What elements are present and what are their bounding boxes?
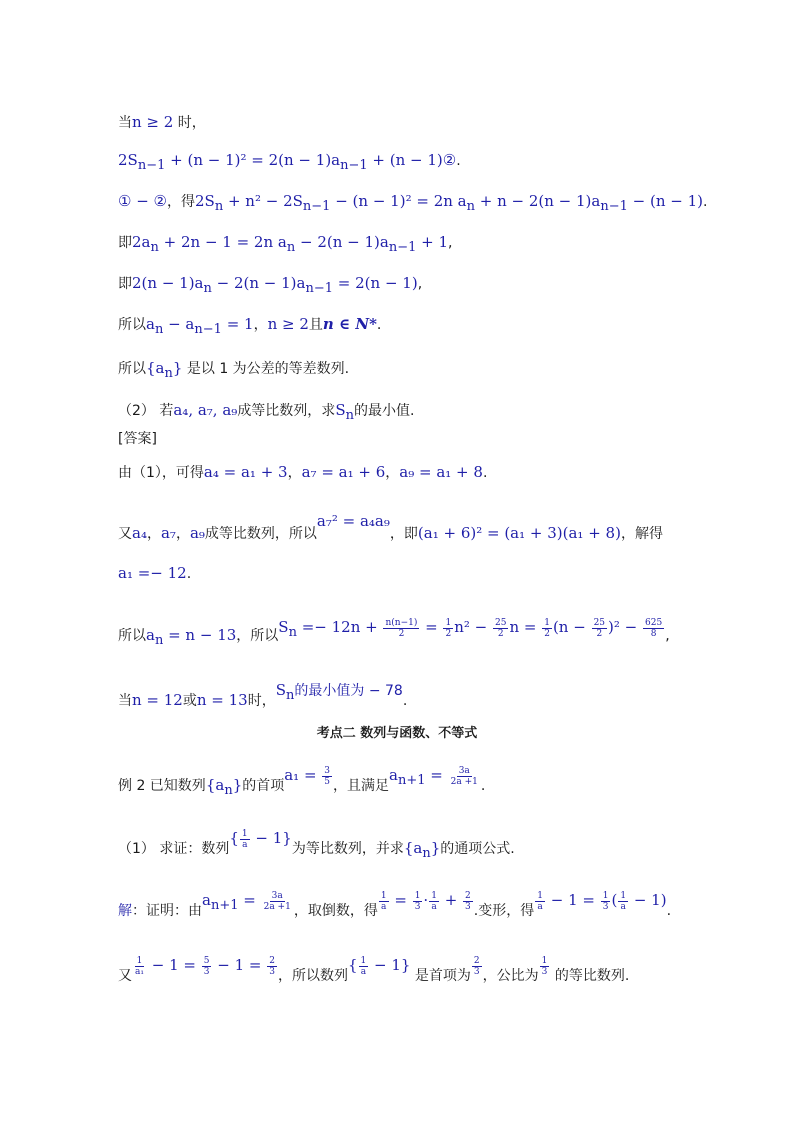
text: [答案] bbox=[118, 431, 157, 447]
math: { bbox=[229, 829, 239, 847]
math: − 1} bbox=[250, 829, 292, 847]
line-6 bbox=[118, 314, 381, 340]
text: 又 bbox=[118, 526, 132, 542]
text: 或 bbox=[182, 693, 197, 709]
text: 所以 bbox=[118, 317, 146, 333]
math: a₄ = a₁ + 3 bbox=[203, 463, 288, 481]
math: {a bbox=[205, 776, 225, 794]
text: 解 bbox=[118, 903, 132, 919]
fraction: $\frac{1}{\text{a₁}}$ bbox=[135, 955, 144, 977]
text: ， bbox=[385, 465, 400, 481]
math: n² − bbox=[454, 618, 492, 636]
text: 是首项为 bbox=[410, 968, 471, 984]
answer-label bbox=[118, 429, 157, 449]
text: 的等比数列. bbox=[550, 968, 630, 984]
math-sub: n bbox=[214, 198, 224, 214]
line-18 bbox=[118, 955, 630, 987]
math: − 1} bbox=[369, 956, 411, 974]
fraction: $\frac{3a}{2a +1}$ bbox=[263, 890, 291, 912]
math: a₇ = a₁ + 6 bbox=[301, 463, 386, 481]
fraction: $\frac{5}{3}$ bbox=[203, 955, 210, 977]
math: + n − 2(n − 1)a bbox=[474, 192, 601, 210]
math: a₉ = a₁ + 8 bbox=[399, 463, 483, 481]
math: n = 12 bbox=[132, 691, 183, 709]
math-sub: n bbox=[466, 198, 475, 214]
math: n ≥ 2 bbox=[267, 315, 309, 333]
text: ，解得 bbox=[620, 526, 663, 542]
text: 且 bbox=[308, 317, 323, 333]
math-sub: n bbox=[345, 407, 354, 423]
fraction: $\frac{1}{3}$ bbox=[414, 890, 421, 912]
fraction: $\frac{1}{a}$ bbox=[431, 890, 437, 912]
text: 例 2 已知数列 bbox=[118, 778, 206, 794]
text: . bbox=[480, 778, 486, 794]
math-sub: n bbox=[203, 280, 212, 296]
math: = 2(n − 1) bbox=[333, 274, 418, 292]
text: ， bbox=[146, 526, 161, 542]
math: } bbox=[430, 839, 441, 857]
math-sub: n bbox=[150, 239, 159, 255]
fraction: $\frac{1}{2}$ bbox=[544, 617, 550, 639]
math: − a bbox=[163, 315, 195, 333]
math: ( bbox=[611, 891, 618, 909]
text: 所以 bbox=[118, 361, 146, 377]
math: } bbox=[232, 776, 243, 794]
math: a bbox=[146, 626, 155, 644]
math: = 1 bbox=[221, 315, 254, 333]
text: , bbox=[665, 628, 670, 644]
math: a bbox=[146, 315, 155, 333]
text: ， bbox=[253, 317, 268, 333]
math: {a bbox=[146, 359, 165, 377]
text: 又 bbox=[118, 968, 132, 984]
text: 时， bbox=[173, 115, 206, 131]
line-14 bbox=[118, 681, 408, 716]
math-sub: n−1 bbox=[388, 239, 417, 255]
line-13 bbox=[118, 617, 670, 651]
text: 当 bbox=[118, 693, 132, 709]
fraction: $\frac{1}{a}$ bbox=[360, 955, 367, 977]
fraction: $\frac{2}{3}$ bbox=[465, 890, 471, 912]
math: n ≥ 2 bbox=[132, 113, 174, 131]
text: 即 bbox=[118, 235, 132, 251]
fraction: $\frac{1}{a}$ bbox=[241, 828, 248, 850]
math: n = 13 bbox=[196, 691, 248, 709]
text: ，得 bbox=[167, 194, 195, 210]
text: . bbox=[456, 153, 461, 169]
text: . bbox=[186, 566, 192, 582]
math: + (n − 1)² = 2(n − 1)a bbox=[165, 151, 341, 169]
math: + (n − 1)② bbox=[367, 151, 457, 169]
math: − 1 = bbox=[146, 956, 201, 974]
math-sub: n−1 bbox=[194, 321, 222, 337]
text: 是以 1 为公差的等差数列. bbox=[182, 361, 350, 377]
math: 的最小值为 − 78 bbox=[294, 683, 403, 699]
line-16 bbox=[118, 828, 515, 864]
math: a₁ =− 12 bbox=[118, 564, 187, 582]
text: ，取倒数，得 bbox=[293, 903, 378, 919]
line-15 bbox=[118, 765, 486, 801]
line-10 bbox=[118, 462, 487, 483]
math: − 1 = bbox=[212, 956, 267, 974]
text: ， bbox=[287, 465, 302, 481]
math: = bbox=[420, 618, 443, 636]
text: 由（1），可得 bbox=[118, 465, 204, 481]
text: 为等比数列，并求 bbox=[291, 841, 404, 857]
math: (n − bbox=[552, 618, 591, 636]
math: = bbox=[238, 891, 261, 909]
math: + bbox=[439, 891, 463, 909]
fraction: $\frac{25}{2}$ bbox=[593, 617, 606, 639]
fraction: $\frac{1}{a}$ bbox=[620, 890, 627, 912]
math-sub: n−1 bbox=[305, 280, 334, 296]
text: ：证明：由 bbox=[132, 903, 202, 919]
text: ，所以 bbox=[236, 628, 279, 644]
math: · bbox=[423, 891, 429, 909]
math: + 2n − 1 = 2n a bbox=[158, 233, 287, 251]
line-5 bbox=[118, 273, 422, 299]
math: − 2(n − 1)a bbox=[211, 274, 306, 292]
math-sub: n bbox=[286, 239, 296, 255]
math: S bbox=[278, 618, 289, 636]
text: . bbox=[402, 693, 408, 709]
math: − 1 = bbox=[545, 891, 600, 909]
math: ① − ② bbox=[118, 192, 167, 210]
math: S bbox=[275, 681, 286, 699]
math: 2(n − 1)a bbox=[132, 274, 204, 292]
math: = n − 13 bbox=[163, 626, 237, 644]
math: 2a bbox=[132, 233, 151, 251]
math-sub: n−1 bbox=[340, 157, 368, 173]
math: )² − bbox=[608, 618, 643, 636]
math: + n² − 2S bbox=[223, 192, 303, 210]
fraction: $\frac{1}{2}$ bbox=[445, 617, 452, 639]
math-sub: n bbox=[154, 321, 164, 337]
line-7 bbox=[118, 358, 349, 384]
math-sub: n−1 bbox=[302, 198, 331, 214]
line-4 bbox=[118, 232, 453, 258]
text: 成等比数列，求 bbox=[237, 403, 336, 419]
fraction: $\frac{n(n-1)}{2}$ bbox=[385, 617, 418, 639]
math: { bbox=[347, 956, 358, 974]
text: ，即 bbox=[389, 526, 418, 542]
math-sub: n bbox=[288, 624, 297, 640]
math-sub: n bbox=[154, 632, 164, 648]
text: （1） 求证：数列 bbox=[118, 841, 230, 857]
math: n = bbox=[509, 618, 542, 636]
text: 时， bbox=[247, 693, 276, 709]
text: . bbox=[376, 317, 382, 333]
math: a₇² = a₄a₉ bbox=[316, 512, 390, 530]
line-2 bbox=[118, 150, 461, 176]
fraction: $\frac{1}{3}$ bbox=[602, 890, 609, 912]
math-sub: n+1 bbox=[210, 897, 239, 913]
text: 成等比数列，所以 bbox=[204, 526, 317, 542]
text: ，所以数列 bbox=[277, 968, 348, 984]
math: − 2(n − 1)a bbox=[295, 233, 389, 251]
text: 即 bbox=[118, 276, 132, 292]
fraction: $\frac{1}{a}$ bbox=[380, 890, 387, 912]
text: ，且满足 bbox=[333, 778, 390, 794]
math-sub: n bbox=[286, 687, 295, 703]
math: } bbox=[172, 359, 183, 377]
math: − 1) bbox=[629, 891, 667, 909]
text: . bbox=[703, 194, 708, 210]
fraction: $\frac{2}{3}$ bbox=[473, 955, 480, 977]
fraction: $\frac{1}{a}$ bbox=[537, 890, 543, 912]
line-8 bbox=[118, 400, 414, 426]
math: a₄, a₇, a₉ bbox=[173, 401, 238, 419]
math-sub: n−1 bbox=[600, 198, 628, 214]
text: , bbox=[448, 235, 453, 251]
text: 当 bbox=[118, 115, 132, 131]
fraction: $\frac{625}{8}$ bbox=[645, 617, 663, 639]
math: a bbox=[389, 766, 398, 784]
text: （2） 若 bbox=[118, 403, 174, 419]
fraction: $\frac{3a}{2a +1}$ bbox=[450, 765, 478, 787]
fraction: $\frac{2}{3}$ bbox=[269, 955, 275, 977]
text: 的最小值. bbox=[353, 403, 415, 419]
math: a₇ bbox=[160, 524, 176, 542]
math: a bbox=[202, 891, 211, 909]
text: 的首项 bbox=[242, 778, 285, 794]
text: 所以 bbox=[118, 628, 146, 644]
math: 2S bbox=[118, 151, 138, 169]
text: 的通项公式. bbox=[440, 841, 515, 857]
math: = bbox=[389, 891, 412, 909]
text: .变形，得 bbox=[473, 903, 535, 919]
fraction: $\frac{25}{2}$ bbox=[495, 617, 507, 639]
math: {a bbox=[403, 839, 423, 857]
math-sub: n−1 bbox=[137, 157, 166, 173]
math-sub: n bbox=[164, 365, 173, 381]
math: (a₁ + 6)² = (a₁ + 3)(a₁ + 8) bbox=[417, 524, 621, 542]
math: − (n − 1) bbox=[627, 192, 704, 210]
line-12 bbox=[118, 563, 191, 584]
line-3 bbox=[118, 191, 707, 217]
math: a₉ bbox=[189, 524, 205, 542]
fraction: $\frac{1}{3}$ bbox=[541, 955, 548, 977]
math: =− 12n + bbox=[296, 618, 383, 636]
math: − (n − 1)² = 2n a bbox=[330, 192, 467, 210]
math-sub: n bbox=[422, 845, 431, 861]
text: ， bbox=[175, 526, 190, 542]
math: n ∈ N* bbox=[322, 315, 377, 333]
math: 2S bbox=[195, 192, 215, 210]
text: . bbox=[666, 903, 672, 919]
line-11 bbox=[118, 512, 663, 544]
text: ，公比为 bbox=[482, 968, 539, 984]
math-sub: n+1 bbox=[397, 772, 426, 788]
math: S bbox=[335, 401, 346, 419]
math: a₄ bbox=[132, 524, 147, 542]
fraction: $\frac{3}{5}$ bbox=[324, 765, 331, 787]
math: + 1 bbox=[416, 233, 449, 251]
math: = bbox=[425, 766, 448, 784]
text: , bbox=[417, 276, 423, 292]
line-17 bbox=[118, 890, 672, 926]
text: . bbox=[482, 465, 488, 481]
math: a₁ = bbox=[284, 766, 322, 784]
line-1 bbox=[118, 112, 206, 133]
section-heading: 考点二 数列与函数、不等式 bbox=[316, 726, 478, 741]
math-sub: n bbox=[224, 782, 233, 798]
